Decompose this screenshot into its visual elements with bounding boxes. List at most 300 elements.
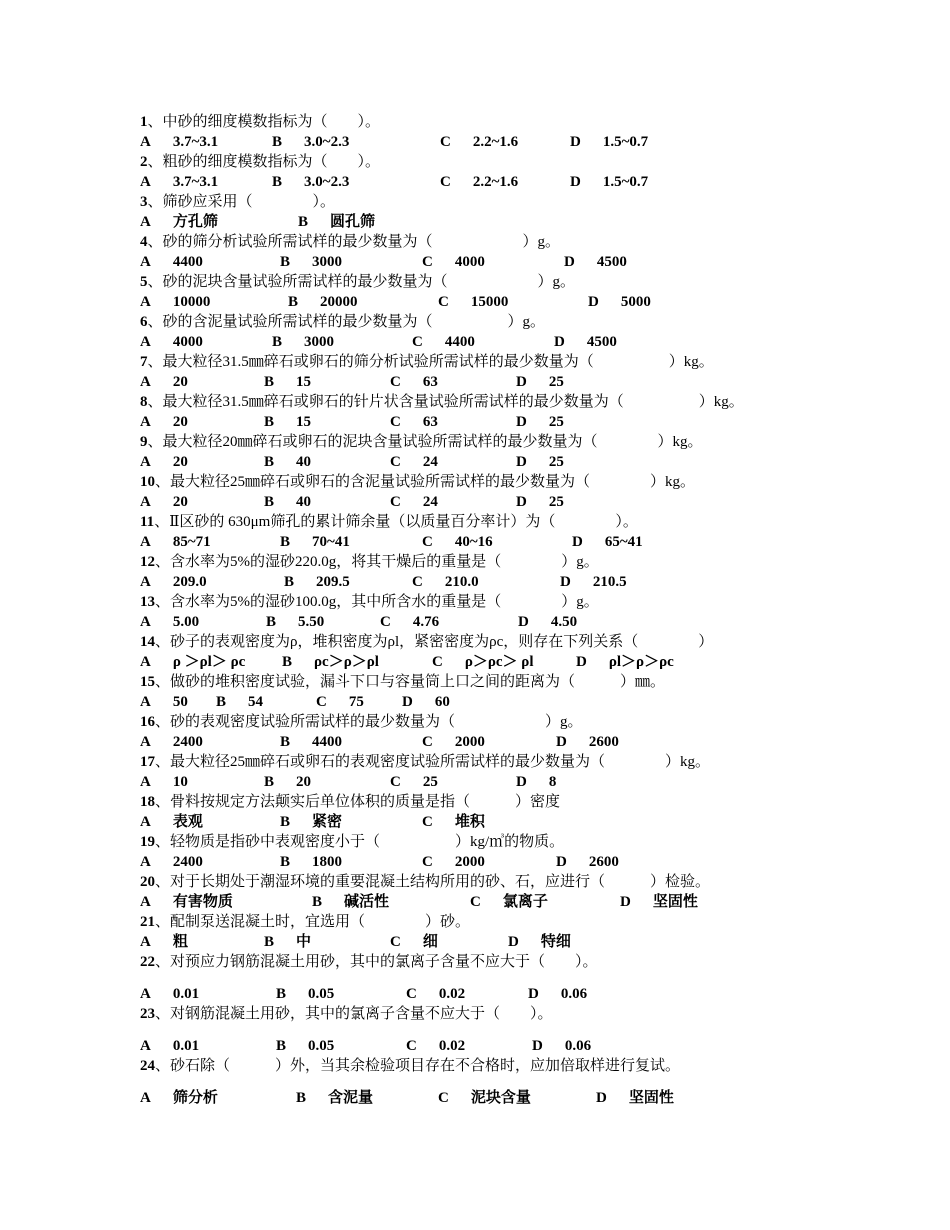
option-value: 3.0~2.3: [304, 174, 350, 190]
question-10: [140, 472, 880, 492]
option-d: [596, 1088, 674, 1108]
option-value: 1800: [312, 854, 343, 870]
option-value: 坚固性: [628, 1090, 674, 1106]
option-letter: D: [518, 614, 529, 630]
option-d: [576, 652, 674, 672]
question-number: 17: [140, 754, 155, 770]
option-c: [422, 812, 485, 832]
option-d: [570, 172, 648, 192]
option-value: 25: [548, 374, 564, 390]
option-c: [380, 612, 439, 632]
option-letter: C: [470, 894, 481, 910]
option-a: [140, 932, 188, 952]
option-value: 40~16: [454, 534, 493, 550]
option-letter: D: [516, 374, 527, 390]
question-number: 2: [140, 154, 148, 170]
option-letter: A: [140, 534, 151, 550]
options-row: [140, 332, 880, 352]
question-text: 、做砂的堆积密度试验，漏斗下口与容量筒上口之间的距离为（ ）㎜。: [155, 674, 666, 690]
options-row: [140, 812, 880, 832]
option-letter: B: [312, 894, 323, 910]
question-number: 1: [140, 114, 148, 130]
option-b: [282, 652, 379, 672]
option-value: 0.01: [172, 986, 200, 1002]
option-a: [140, 532, 211, 552]
option-letter: D: [570, 174, 581, 190]
options-row: [140, 252, 880, 272]
option-value: 63: [422, 374, 438, 390]
question-19: [140, 832, 880, 852]
option-d: [508, 932, 571, 952]
options-row: [140, 772, 880, 792]
option-b: [280, 812, 342, 832]
option-d: [516, 372, 564, 392]
option-value: 8: [548, 774, 557, 790]
question-number: 24: [140, 1058, 155, 1074]
question-4: [140, 232, 880, 252]
option-d: [516, 492, 564, 512]
option-b: [284, 572, 350, 592]
option-value: 圆孔筛: [330, 214, 376, 230]
options-row: [140, 1036, 880, 1056]
option-letter: D: [508, 934, 519, 950]
option-value: 40: [296, 454, 312, 470]
option-letter: B: [276, 1038, 287, 1054]
option-letter: B: [264, 414, 275, 430]
option-letter: A: [140, 334, 151, 350]
option-b: [264, 932, 311, 952]
options-row: [140, 984, 880, 1004]
question-3: [140, 192, 880, 212]
option-letter: A: [140, 894, 151, 910]
option-value: 中: [296, 934, 312, 950]
option-value: 细: [422, 934, 438, 950]
option-d: [556, 732, 619, 752]
option-value: 10: [172, 774, 188, 790]
option-a: [140, 332, 203, 352]
option-value: 氯离子: [502, 894, 548, 910]
question-18: [140, 792, 880, 812]
option-value: 4500: [596, 254, 627, 270]
question-20: [140, 872, 880, 892]
question-number: 23: [140, 1006, 155, 1022]
option-value: 0.05: [308, 986, 335, 1002]
option-letter: B: [264, 774, 275, 790]
option-value: 50: [172, 694, 188, 710]
option-value: 0.06: [564, 1038, 592, 1054]
option-value: 2000: [454, 734, 485, 750]
option-letter: A: [140, 986, 151, 1002]
option-c: [390, 452, 438, 472]
option-c: [438, 292, 508, 312]
option-b: [266, 612, 324, 632]
question-text: 、最大粒径25㎜碎石或卵石的表观密度试验所需试样的最少数量为（ ）kg。: [155, 754, 711, 770]
question-number: 11: [140, 514, 155, 530]
question-text: 、砂的含泥量试验所需试样的最少数量为（ ）g。: [147, 314, 546, 330]
question-text: 、最大粒径20㎜碎石或卵石的泥块含量试验所需试样的最少数量为（ ）kg。: [147, 434, 703, 450]
option-letter: D: [556, 734, 567, 750]
question-text: 、含水率为5%的湿砂100.0g，其中所含水的重量是（ ）g。: [155, 594, 599, 610]
question-number: 12: [140, 554, 155, 570]
option-value: 85~71: [172, 534, 211, 550]
option-value: 15: [296, 374, 312, 390]
option-b: [272, 332, 334, 352]
option-letter: A: [140, 694, 151, 710]
option-a: [140, 984, 199, 1004]
option-letter: D: [528, 986, 539, 1002]
option-b: [280, 252, 342, 272]
option-letter: A: [140, 654, 151, 670]
option-letter: B: [280, 534, 291, 550]
option-letter: D: [516, 494, 527, 510]
option-b: [276, 984, 334, 1004]
option-letter: C: [440, 134, 451, 150]
option-d: [532, 1036, 591, 1056]
option-a: [140, 172, 218, 192]
option-letter: C: [422, 814, 433, 830]
question-11: [140, 512, 880, 532]
option-c: [390, 932, 438, 952]
option-letter: A: [140, 494, 151, 510]
option-b: [272, 132, 349, 152]
option-b: [264, 412, 311, 432]
option-letter: B: [264, 494, 275, 510]
option-letter: D: [516, 774, 527, 790]
option-a: [140, 852, 203, 872]
option-value: 3000: [312, 254, 343, 270]
option-value: 含泥量: [328, 1090, 374, 1106]
question-number: 7: [140, 354, 148, 370]
option-value: 20: [296, 774, 312, 790]
option-b: [264, 372, 311, 392]
options-row: [140, 652, 880, 672]
option-value: 25: [548, 454, 564, 470]
question-text: 、最大粒径31.5㎜碎石或卵石的筛分析试验所需试样的最少数量为（ ）kg。: [147, 354, 714, 370]
option-letter: B: [280, 814, 291, 830]
option-letter: C: [432, 654, 443, 670]
option-value: 1.5~0.7: [602, 134, 649, 150]
option-d: [556, 852, 619, 872]
option-d: [402, 692, 450, 712]
option-value: 有害物质: [172, 894, 233, 910]
option-a: [140, 732, 203, 752]
question-text: 、砂的泥块含量试验所需试样的最少数量为（ ）g。: [147, 274, 576, 290]
option-value: 2.2~1.6: [472, 174, 519, 190]
option-letter: C: [390, 774, 401, 790]
option-a: [140, 132, 218, 152]
option-letter: B: [284, 574, 295, 590]
option-letter: C: [422, 534, 433, 550]
option-letter: C: [316, 694, 327, 710]
option-value: 4400: [172, 254, 203, 270]
option-letter: D: [516, 414, 527, 430]
option-c: [406, 1036, 465, 1056]
options-row: [140, 572, 880, 592]
question-8: [140, 392, 880, 412]
option-c: [422, 252, 485, 272]
question-number: 14: [140, 634, 155, 650]
option-a: [140, 572, 207, 592]
question-22: [140, 952, 880, 972]
option-value: 15: [296, 414, 312, 430]
question-1: [140, 112, 880, 132]
option-c: [438, 1088, 531, 1108]
option-letter: B: [298, 214, 309, 230]
option-letter: C: [390, 494, 401, 510]
question-number: 6: [140, 314, 148, 330]
option-b: [288, 292, 358, 312]
question-7: [140, 352, 880, 372]
question-9: [140, 432, 880, 452]
option-letter: B: [272, 334, 283, 350]
options-row: [140, 452, 880, 472]
option-letter: C: [412, 334, 423, 350]
option-value: 3000: [304, 334, 335, 350]
option-value: 筛分析: [172, 1090, 218, 1106]
option-letter: A: [140, 374, 151, 390]
option-b: [312, 892, 389, 912]
question-number: 3: [140, 194, 148, 210]
option-letter: D: [572, 534, 583, 550]
option-letter: B: [280, 734, 291, 750]
option-value: 2400: [172, 734, 203, 750]
spacer: [140, 1076, 880, 1088]
option-value: 209.5: [316, 574, 350, 590]
question-text: 、砂的表观密度试验所需试样的最少数量为（ ）g。: [155, 714, 583, 730]
option-c: [406, 984, 465, 1004]
option-value: 0.02: [438, 986, 466, 1002]
question-text: 、骨料按规定方法颠实后单位体积的质量是指（ ）密度: [155, 794, 561, 810]
option-c: [412, 572, 479, 592]
option-value: 表观: [172, 814, 203, 830]
spacer: [140, 972, 880, 984]
question-list: [140, 112, 880, 1108]
option-value: 75: [348, 694, 364, 710]
option-letter: A: [140, 134, 151, 150]
question-number: 21: [140, 914, 155, 930]
question-text: 、砂的筛分析试验所需试样的最少数量为（ ）g。: [147, 234, 561, 250]
option-letter: D: [532, 1038, 543, 1054]
option-value: 2600: [588, 854, 619, 870]
option-letter: D: [596, 1090, 607, 1106]
question-2: [140, 152, 880, 172]
option-value: 0.01: [172, 1038, 200, 1054]
option-letter: A: [140, 934, 151, 950]
option-a: [140, 812, 203, 832]
option-value: ρl＞ρ＞ρc: [608, 654, 674, 670]
option-letter: B: [216, 694, 227, 710]
question-5: [140, 272, 880, 292]
option-value: 特细: [540, 934, 571, 950]
option-letter: A: [140, 414, 151, 430]
question-number: 20: [140, 874, 155, 890]
option-b: [280, 732, 342, 752]
question-text: 、砂子的表观密度为ρ，堆积密度为ρl，紧密密度为ρc，则存在下列关系（ ）: [155, 634, 714, 650]
options-row: [140, 492, 880, 512]
option-value: 4000: [454, 254, 485, 270]
option-value: 24: [422, 454, 438, 470]
option-letter: A: [140, 174, 151, 190]
option-letter: D: [402, 694, 413, 710]
option-letter: A: [140, 614, 151, 630]
option-b: [280, 532, 350, 552]
option-d: [570, 132, 648, 152]
option-letter: B: [276, 986, 287, 1002]
option-letter: A: [140, 254, 151, 270]
option-value: 紧密: [312, 814, 343, 830]
option-letter: C: [390, 414, 401, 430]
option-value: 20: [172, 454, 188, 470]
option-value: 4400: [312, 734, 343, 750]
option-letter: D: [570, 134, 581, 150]
option-letter: A: [140, 1038, 151, 1054]
option-value: 1.5~0.7: [602, 174, 649, 190]
option-d: [560, 572, 627, 592]
option-c: [422, 532, 493, 552]
option-value: 20: [172, 494, 188, 510]
option-letter: A: [140, 454, 151, 470]
option-d: [516, 772, 556, 792]
option-d: [518, 612, 577, 632]
option-value: 70~41: [312, 534, 350, 550]
question-number: 5: [140, 274, 148, 290]
option-value: ρ＞ρc＞ ρl: [464, 654, 534, 670]
options-row: [140, 532, 880, 552]
option-value: 25: [548, 414, 564, 430]
options-row: [140, 372, 880, 392]
question-12: [140, 552, 880, 572]
option-d: [516, 412, 564, 432]
question-17: [140, 752, 880, 772]
option-letter: D: [560, 574, 571, 590]
question-13: [140, 592, 880, 612]
option-letter: B: [288, 294, 299, 310]
options-row: [140, 692, 880, 712]
question-text: 、Ⅱ区砂的 630μm筛孔的累计筛余量（以质量百分率计）为（ ）。: [154, 514, 638, 530]
option-a: [140, 452, 188, 472]
option-value: 60: [434, 694, 450, 710]
option-b: [264, 452, 311, 472]
options-row: [140, 892, 880, 912]
question-text: 、对预应力钢筋混凝土用砂，其中的氯离子含量不应大于（ ）。: [155, 954, 598, 970]
option-letter: C: [390, 374, 401, 390]
option-b: [216, 692, 263, 712]
option-value: 2600: [588, 734, 619, 750]
option-letter: C: [390, 934, 401, 950]
option-letter: C: [440, 174, 451, 190]
option-value: 5.50: [298, 614, 325, 630]
option-value: 方孔筛: [172, 214, 218, 230]
options-row: [140, 932, 880, 952]
option-letter: B: [272, 134, 283, 150]
question-text: 、配制泵送混凝土时，宜选用（ ）砂。: [155, 914, 471, 930]
option-c: [440, 132, 518, 152]
option-letter: C: [422, 254, 433, 270]
question-number: 18: [140, 794, 155, 810]
option-a: [140, 372, 188, 392]
option-letter: D: [516, 454, 527, 470]
option-value: 65~41: [604, 534, 643, 550]
option-value: 0.06: [560, 986, 588, 1002]
option-letter: A: [140, 734, 151, 750]
option-value: 210.5: [592, 574, 627, 590]
option-a: [140, 772, 188, 792]
question-text: 、最大粒径25㎜碎石或卵石的含泥量试验所需试样的最少数量为（ ）kg。: [155, 474, 696, 490]
question-text: 、粗砂的细度模数指标为（ ）。: [147, 154, 381, 170]
options-row: [140, 292, 880, 312]
option-letter: C: [422, 734, 433, 750]
option-value: 10000: [172, 294, 211, 310]
question-6: [140, 312, 880, 332]
question-text: 、中砂的细度模数指标为（ ）。: [147, 114, 381, 130]
option-b: [264, 772, 311, 792]
option-a: [140, 612, 199, 632]
option-value: 54: [248, 694, 264, 710]
option-value: 粗: [172, 934, 188, 950]
option-letter: B: [264, 454, 275, 470]
question-15: [140, 672, 880, 692]
option-c: [470, 892, 548, 912]
question-text: 、砂石除（ ）外，当其余检验项目存在不合格时，应加倍取样进行复试。: [155, 1058, 681, 1074]
option-value: 20000: [320, 294, 358, 310]
option-value: 20: [172, 374, 188, 390]
option-value: 40: [296, 494, 312, 510]
option-value: 4000: [172, 334, 203, 350]
option-b: [272, 172, 349, 192]
option-letter: A: [140, 854, 151, 870]
option-letter: C: [406, 1038, 417, 1054]
option-letter: B: [264, 374, 275, 390]
option-c: [422, 732, 485, 752]
option-d: [564, 252, 627, 272]
option-value: 20: [172, 414, 188, 430]
option-letter: D: [556, 854, 567, 870]
question-16: [140, 712, 880, 732]
option-d: [588, 292, 651, 312]
option-value: 15000: [470, 294, 509, 310]
options-row: [140, 732, 880, 752]
options-row: [140, 412, 880, 432]
option-letter: B: [264, 934, 275, 950]
spacer: [140, 1024, 880, 1036]
option-value: 4.50: [550, 614, 578, 630]
option-letter: C: [380, 614, 391, 630]
option-a: [140, 1088, 218, 1108]
option-c: [432, 652, 534, 672]
option-letter: A: [140, 814, 151, 830]
question-24: [140, 1056, 880, 1076]
option-b: [280, 852, 342, 872]
option-letter: B: [280, 854, 291, 870]
option-c: [422, 852, 485, 872]
option-c: [390, 492, 438, 512]
option-b: [276, 1036, 334, 1056]
option-value: 堆积: [454, 814, 485, 830]
option-c: [390, 412, 438, 432]
option-a: [140, 412, 188, 432]
option-a: [140, 492, 188, 512]
question-text: 、筛砂应采用（ ）。: [147, 194, 336, 210]
option-letter: A: [140, 214, 151, 230]
question-23: [140, 1004, 880, 1024]
option-letter: C: [406, 986, 417, 1002]
option-a: [140, 652, 245, 672]
option-d: [620, 892, 698, 912]
question-text: 、含水率为5%的湿砂220.0g，将其干燥后的重量是（ ）g。: [155, 554, 599, 570]
option-value: 3.7~3.1: [172, 134, 219, 150]
option-c: [440, 172, 518, 192]
option-b: [296, 1088, 373, 1108]
